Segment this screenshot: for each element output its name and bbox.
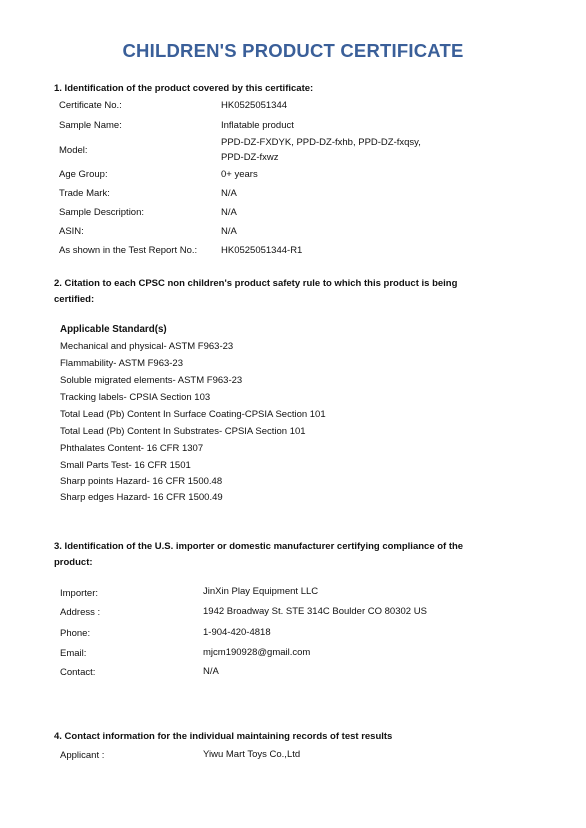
- address-value: 1942 Broadway St. STE 314C Boulder CO 80302 US: [203, 606, 427, 617]
- page-title: CHILDREN'S PRODUCT CERTIFICATE: [122, 40, 464, 61]
- model-value-line2: PPD-DZ-fxwz: [221, 152, 279, 163]
- email-label: Email:: [60, 648, 87, 659]
- model-value-line1: PPD-DZ-FXDYK, PPD-DZ-fxhb, PPD-DZ-fxqsy,: [221, 137, 421, 148]
- test-report-label: As shown in the Test Report No.:: [59, 245, 198, 256]
- importer-label: Importer:: [60, 588, 99, 599]
- standard-item: Sharp edges Hazard- 16 CFR 1500.49: [60, 492, 223, 503]
- standard-item: Sharp points Hazard- 16 CFR 1500.48: [60, 476, 223, 487]
- asin-label: ASIN:: [59, 226, 84, 237]
- email-value: mjcm190928@gmail.com: [203, 647, 311, 658]
- age-group-value: 0+ years: [221, 169, 258, 180]
- certificate-no-label: Certificate No.:: [59, 100, 122, 111]
- sample-name-value: Inflatable product: [221, 120, 294, 131]
- standard-item: Total Lead (Pb) Content In Substrates- CPSIA Section 101: [60, 426, 306, 437]
- test-report-value: HK0525051344-R1: [221, 245, 303, 256]
- standard-item: Soluble migrated elements- ASTM F963-23: [60, 375, 243, 386]
- applicant-value: Yiwu Mart Toys Co.,Ltd: [203, 749, 301, 760]
- phone-value: 1-904-420-4818: [203, 627, 271, 638]
- standard-item: Mechanical and physical- ASTM F963-23: [60, 341, 234, 352]
- section-4-heading: 4. Contact information for the individual maintaining records of test results: [54, 731, 393, 742]
- importer-value: JinXin Play Equipment LLC: [203, 586, 319, 597]
- section-3-heading-line2: product:: [54, 557, 93, 568]
- sample-description-label: Sample Description:: [59, 207, 145, 218]
- sample-description-value: N/A: [221, 207, 237, 218]
- standard-item: Tracking labels- CPSIA Section 103: [60, 392, 211, 403]
- phone-label: Phone:: [60, 628, 91, 639]
- sample-name-label: Sample Name:: [59, 120, 122, 131]
- section-2-heading-line1: 2. Citation to each CPSC non children's product safety rule to which this product is being: [54, 278, 458, 289]
- certificate-no-value: HK0525051344: [221, 100, 288, 111]
- address-label: Address :: [60, 607, 101, 618]
- standard-item: Flammability- ASTM F963-23: [60, 358, 184, 369]
- standard-item: Phthalates Content- 16 CFR 1307: [60, 443, 204, 454]
- asin-value: N/A: [221, 226, 237, 237]
- standard-item: Small Parts Test- 16 CFR 1501: [60, 460, 191, 471]
- model-label: Model:: [59, 145, 88, 156]
- contact-value: N/A: [203, 666, 219, 677]
- applicable-standards-heading: Applicable Standard(s): [60, 324, 167, 335]
- section-1-heading: 1. Identification of the product covered by this certificate:: [54, 83, 314, 94]
- contact-label: Contact:: [60, 667, 96, 678]
- trade-mark-label: Trade Mark:: [59, 188, 110, 199]
- trade-mark-value: N/A: [221, 188, 237, 199]
- applicant-label: Applicant :: [60, 750, 105, 761]
- age-group-label: Age Group:: [59, 169, 108, 180]
- standard-item: Total Lead (Pb) Content In Surface Coating-CPSIA Section 101: [60, 409, 326, 420]
- section-3-heading-line1: 3. Identification of the U.S. importer or domestic manufacturer certifying compliance of the: [54, 541, 464, 552]
- section-2-heading-line2: certified:: [54, 294, 95, 305]
